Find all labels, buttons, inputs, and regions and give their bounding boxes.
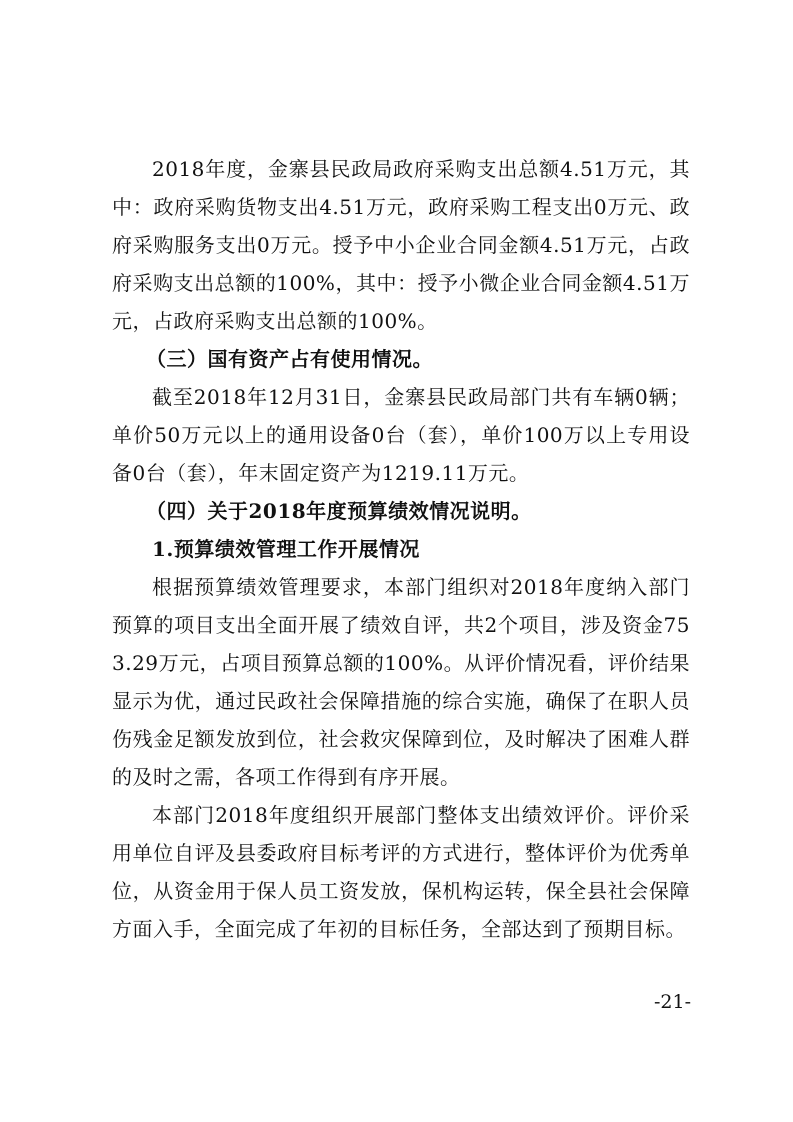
performance-heading: （四）关于2018年度预算绩效情况说明。 [146,499,532,523]
overall-evaluation-paragraph: 本部门2018年度组织开展部门整体支出绩效评价。评价采用单位自评及县委政府目标考评的方式进行，整体评价为优秀单位，从资金用于保人员工资发放，保机构运转，保全县社会保障方面入手，全面完成了年初的目标任务，全部达到了预期目标。 [112,803,690,941]
assets-paragraph: 截至2018年12月31日，金寨县民政局部门共有车辆0辆；单价50万元以上的通用设备0台（套），单价100万以上专用设备0台（套），年末固定资产为1219.11万元。 [112,385,690,485]
page-number: -21- [653,991,691,1013]
document-body [112,150,690,948]
assets-heading: （三）国有资产占有使用情况。 [146,347,433,371]
management-paragraph: 根据预算绩效管理要求，本部门组织对2018年度纳入部门预算的项目支出全面开展了绩效自评，共2个项目，涉及资金753.29万元，占项目预算总额的100%。从评价情况看，评价结果显示为优，通过民政社会保障措施的综合实施，确保了在职人员伤残金足额发放到位，社会救灾保障到位，及时解决了困难人群的及时之需，各项工作得到有序开展。 [112,575,690,789]
procurement-paragraph: 2018年度，金寨县民政局政府采购支出总额4.51万元，其中：政府采购货物支出4.51万元，政府采购工程支出0万元、政府采购服务支出0万元。授予中小企业合同金额4.51万元，占政府采购支出总额的100%，其中：授予小微企业合同金额4.51万元，占政府采购支出总额的100%。 [112,157,690,333]
management-heading: 1.预算绩效管理工作开展情况 [152,537,420,561]
